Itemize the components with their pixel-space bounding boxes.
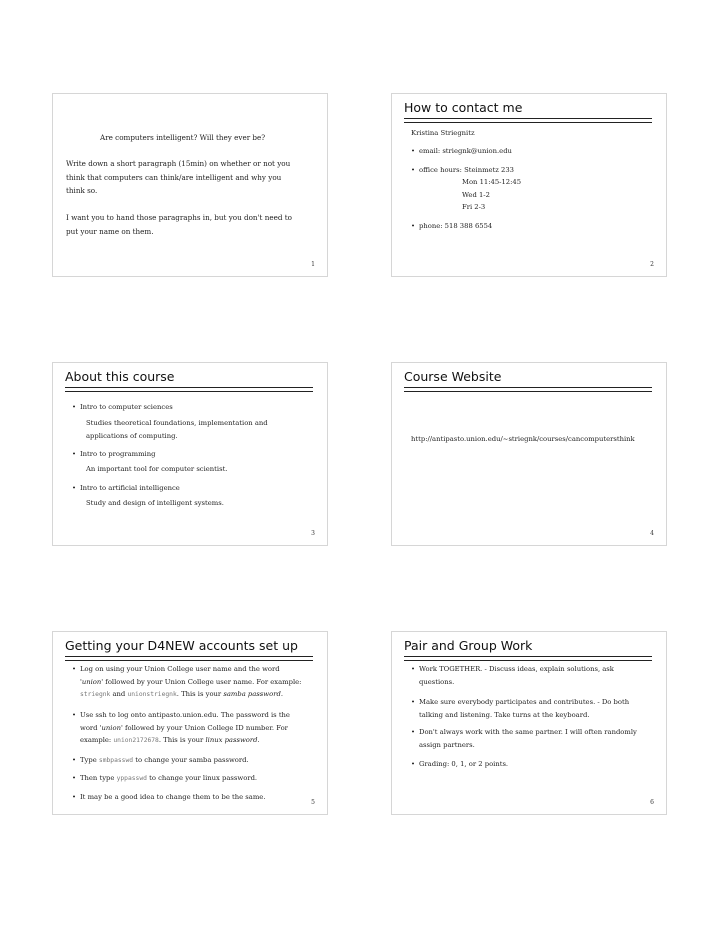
text-fragment: and — [110, 690, 128, 698]
list-item — [411, 696, 629, 721]
page-number: 5 — [311, 799, 315, 806]
text-fragment: ' followed by your Union College user name. For example: — [101, 677, 302, 686]
text-line: Studies theoretical foundations, implementation and — [86, 419, 268, 427]
slide-1-paragraph-2 — [66, 211, 292, 238]
page-number: 3 — [311, 530, 315, 537]
text-line: Log on using your Union College user name and the word — [80, 665, 280, 673]
title-rule — [404, 391, 652, 392]
text-line: Don't always work with the same partner. I will often randomly — [419, 728, 637, 736]
title-rule — [65, 660, 313, 661]
text-italic: union — [101, 723, 121, 732]
slide-6 — [391, 631, 667, 815]
office-hours — [411, 164, 514, 177]
hours-line: Wed 1-2 — [462, 190, 490, 199]
code-snippet: unionstriegnk — [127, 691, 177, 698]
office-label: office hours: Steinmetz 233 — [419, 166, 514, 174]
bullet-icon: • — [411, 698, 416, 706]
text-fragment: Type — [80, 756, 99, 764]
text-line: An important tool for computer scientist. — [86, 465, 228, 473]
slide-2 — [391, 93, 667, 277]
item-description — [86, 417, 268, 442]
slide-3 — [52, 362, 328, 546]
code-snippet: yppasswd — [116, 775, 147, 782]
item-label: Intro to artificial intelligence — [80, 484, 180, 492]
text-line: think so. — [66, 186, 98, 195]
item-label: Intro to computer sciences — [80, 403, 173, 411]
text-line: I want you to hand those paragraphs in, but you don't need to — [66, 213, 292, 222]
slide-1-paragraph-1 — [66, 157, 290, 198]
slide-title: About this course — [65, 369, 175, 384]
text-line: Make sure everybody participates and contributes. - Do both — [419, 698, 630, 706]
title-rule — [65, 387, 313, 388]
item-label: Intro to programming — [80, 450, 156, 458]
title-rule — [404, 122, 652, 123]
text-italic: samba password — [223, 690, 281, 698]
text-line: applications of computing. — [86, 431, 178, 440]
slide-1-question: Are computers intelligent? Will they ever be? — [100, 133, 266, 142]
bullet-icon: • — [72, 450, 77, 458]
bullet-icon: • — [72, 756, 77, 764]
text-fragment: . This is your — [176, 690, 224, 698]
text-line: Grading: 0, 1, or 2 points. — [419, 760, 509, 768]
text-line: put your name on them. — [66, 226, 154, 236]
bullet-icon: • — [72, 774, 77, 782]
page-number: 1 — [311, 261, 315, 268]
contact-email — [411, 145, 512, 158]
text-fragment: example: — [80, 736, 114, 744]
text-fragment: . — [257, 736, 260, 744]
bullet-icon: • — [72, 711, 77, 719]
text-line: It may be a good idea to change them to be the same. — [80, 793, 266, 801]
slide-5 — [52, 631, 328, 815]
title-rule — [404, 118, 652, 119]
bullet-icon: • — [411, 665, 416, 673]
hours-line: Fri 2-3 — [462, 203, 486, 211]
text-line: questions. — [419, 677, 455, 686]
bullet-icon: • — [411, 166, 416, 174]
text-fragment: . — [280, 690, 283, 698]
page-number: 4 — [650, 530, 654, 537]
text-fragment: . This is your — [158, 736, 206, 744]
code-snippet: smbpasswd — [98, 757, 134, 764]
bullet-icon: • — [72, 403, 77, 411]
list-item — [411, 663, 614, 688]
text-fragment: ' followed by your Union College ID number. For — [120, 723, 288, 732]
list-item — [72, 401, 173, 414]
contact-phone — [411, 220, 492, 233]
slide-title: Getting your D4NEW accounts set up — [65, 638, 298, 653]
text-fragment: Then type — [80, 774, 117, 782]
bullet-icon: • — [411, 760, 416, 768]
list-item — [72, 791, 265, 804]
list-item — [411, 726, 637, 751]
slide-4 — [391, 362, 667, 546]
text-quote: ' — [80, 677, 82, 686]
text-line: Use ssh to log onto antipasto.union.edu. The password is the — [80, 711, 290, 719]
hours-line: Mon 11:45-12:45 — [462, 178, 522, 186]
bullet-icon: • — [411, 147, 416, 155]
page-number: 6 — [650, 799, 654, 806]
bullet-icon: • — [72, 665, 77, 673]
office-hours-list — [462, 176, 521, 214]
text-italic: union — [81, 677, 102, 686]
title-rule — [404, 656, 652, 657]
code-snippet: union2172678 — [113, 737, 159, 744]
list-item — [72, 482, 180, 495]
text-line: talking and listening. Take turns at the keyboard. — [419, 710, 590, 719]
text-line: Work TOGETHER. - Discuss ideas, explain solutions, ask — [419, 665, 614, 673]
item-description — [86, 497, 224, 510]
list-item — [72, 709, 290, 748]
code-snippet: striegnk — [80, 691, 111, 698]
list-item — [411, 758, 508, 771]
text-line: think that computers can think/are intelligent and why you — [66, 172, 282, 182]
title-rule — [65, 656, 313, 657]
text-line: Study and design of intelligent systems. — [86, 499, 224, 507]
contact-name: Kristina Striegnitz — [411, 129, 475, 137]
list-item — [72, 772, 257, 786]
page-number: 2 — [650, 261, 654, 268]
text-line: Write down a short paragraph (15min) on whether or not you — [66, 159, 291, 168]
bullet-icon: • — [411, 222, 416, 230]
text-fragment: word ' — [80, 723, 102, 732]
bullet-icon: • — [411, 728, 416, 736]
title-rule — [404, 660, 652, 661]
course-website-link[interactable]: http://antipasto.union.edu/~striegnk/courses/cancomputersthink — [411, 435, 635, 443]
list-item — [72, 754, 249, 768]
email-text: email: striegnk@union.edu — [419, 147, 512, 155]
slide-title: How to contact me — [404, 100, 523, 115]
slide-title: Pair and Group Work — [404, 638, 533, 653]
slide-title: Course Website — [404, 369, 502, 384]
bullet-icon: • — [72, 793, 77, 801]
item-description — [86, 463, 227, 476]
slide-1 — [52, 93, 328, 277]
title-rule — [65, 391, 313, 392]
phone-text: phone: 518 388 6554 — [419, 222, 493, 230]
bullet-icon: • — [72, 484, 77, 492]
list-item — [72, 663, 301, 702]
list-item — [72, 448, 155, 461]
title-rule — [404, 387, 652, 388]
text-italic: linux password — [205, 736, 258, 744]
text-fragment: to change your samba password. — [133, 756, 249, 764]
text-line: assign partners. — [419, 740, 475, 749]
text-fragment: to change your linux password. — [146, 774, 258, 782]
